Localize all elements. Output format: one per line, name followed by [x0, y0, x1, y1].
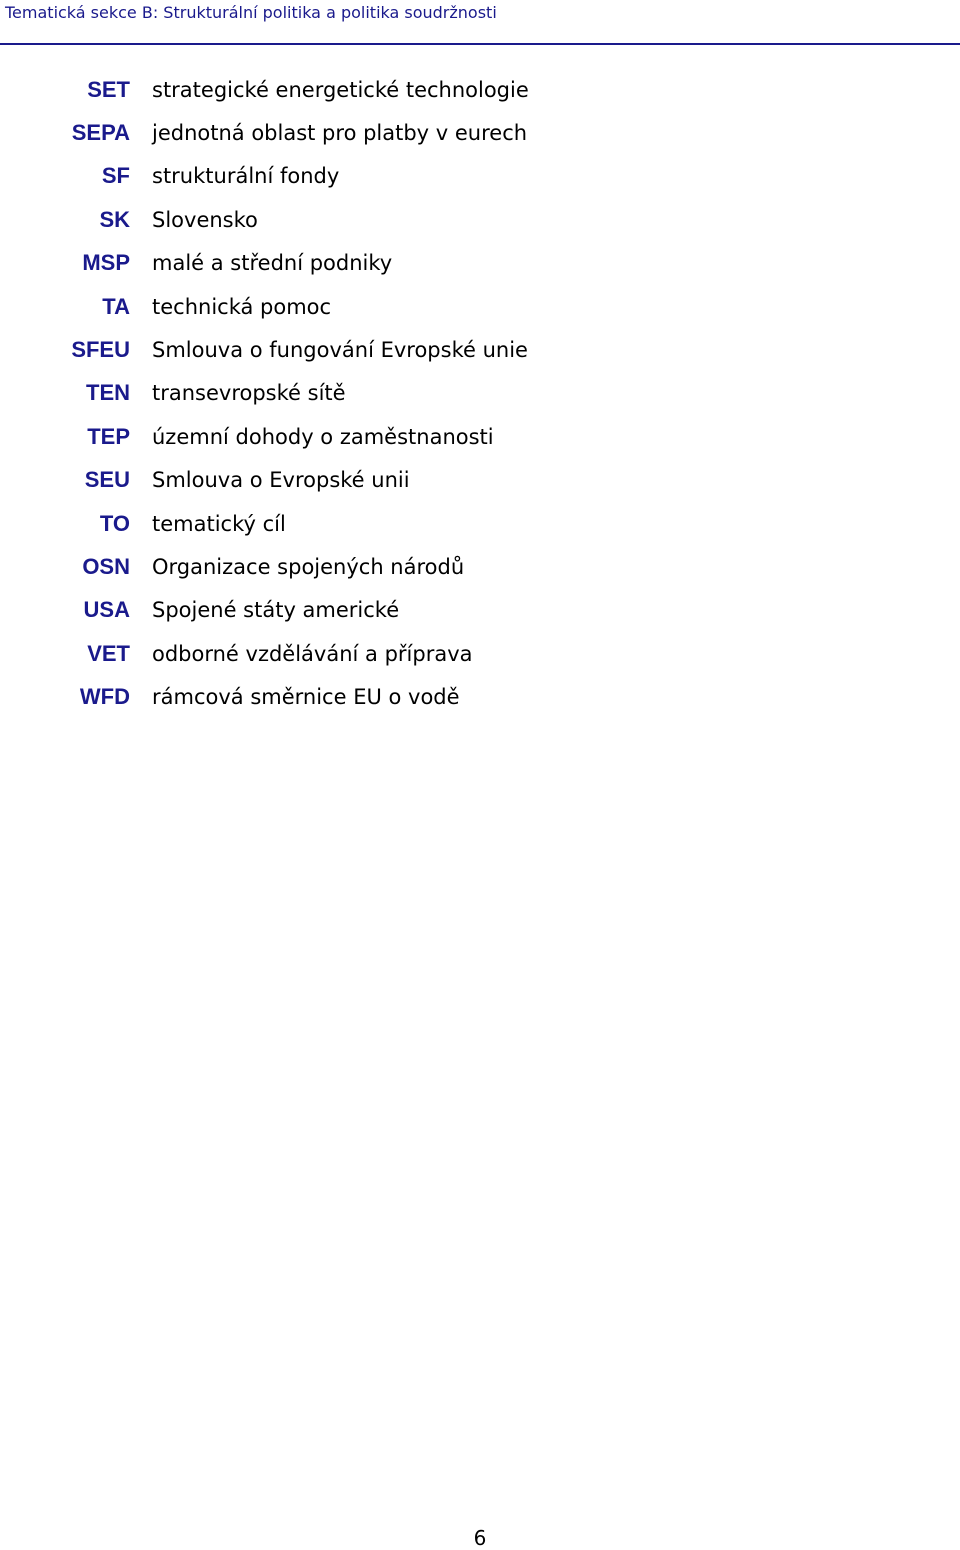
abbreviation-row	[0, 285, 960, 328]
abbreviation-meaning: Spojené státy americké	[152, 598, 400, 623]
abbreviation-code: TEN	[86, 380, 130, 406]
abbreviation-code: WFD	[79, 684, 130, 710]
abbreviation-code: SEU	[84, 467, 130, 493]
abbreviation-code: TEP	[87, 423, 130, 449]
abbreviation-row	[0, 242, 960, 285]
abbreviation-code: OSN	[82, 553, 130, 579]
abbreviation-code: TO	[99, 510, 130, 536]
abbreviation-code: SET	[87, 76, 130, 102]
abbreviation-code: TA	[102, 293, 130, 319]
abbreviation-meaning: technická pomoc	[152, 294, 332, 319]
abbreviation-row	[0, 198, 960, 241]
abbreviation-row	[0, 372, 960, 415]
abbreviation-meaning: Slovensko	[152, 207, 258, 232]
abbreviation-meaning: transevropské sítě	[152, 381, 346, 406]
abbreviation-meaning: Smlouva o Evropské unii	[152, 468, 410, 493]
abbreviation-code: USA	[83, 597, 130, 623]
abbreviation-code: SF	[101, 163, 130, 189]
abbreviation-meaning: odborné vzdělávání a příprava	[152, 641, 473, 666]
running-header-title: Tematická sekce B: Strukturální politika a politika soudržnosti	[5, 3, 497, 22]
abbreviation-meaning: malé a střední podniky	[152, 251, 393, 276]
abbreviation-code: SK	[99, 206, 130, 232]
abbreviation-meaning: rámcová směrnice EU o vodě	[152, 685, 460, 710]
abbreviation-meaning: Smlouva o fungování Evropské unie	[152, 338, 528, 363]
page-number: 6	[473, 1526, 487, 1550]
abbreviation-code: SEPA	[71, 120, 130, 146]
abbreviation-row	[0, 459, 960, 502]
abbreviation-row	[0, 675, 960, 718]
abbreviation-meaning: strukturální fondy	[152, 164, 340, 189]
abbreviation-meaning: jednotná oblast pro platby v eurech	[152, 121, 528, 146]
abbreviation-row	[0, 328, 960, 371]
abbreviation-list	[0, 68, 960, 719]
abbreviation-row	[0, 155, 960, 198]
abbreviation-row	[0, 502, 960, 545]
abbreviation-meaning: územní dohody o zaměstnanosti	[152, 424, 494, 449]
abbreviation-row	[0, 632, 960, 675]
abbreviation-row	[0, 545, 960, 588]
abbreviation-meaning: tematický cíl	[152, 511, 286, 536]
abbreviation-row	[0, 111, 960, 154]
abbreviation-meaning: strategické energetické technologie	[152, 77, 529, 102]
abbreviation-row	[0, 415, 960, 458]
abbreviation-row	[0, 589, 960, 632]
abbreviation-row	[0, 68, 960, 111]
abbreviation-code: VET	[87, 640, 130, 666]
abbreviation-code: SFEU	[71, 337, 130, 363]
abbreviation-meaning: Organizace spojených národů	[152, 554, 465, 579]
abbreviation-code: MSP	[82, 250, 130, 276]
header-divider	[0, 43, 960, 45]
